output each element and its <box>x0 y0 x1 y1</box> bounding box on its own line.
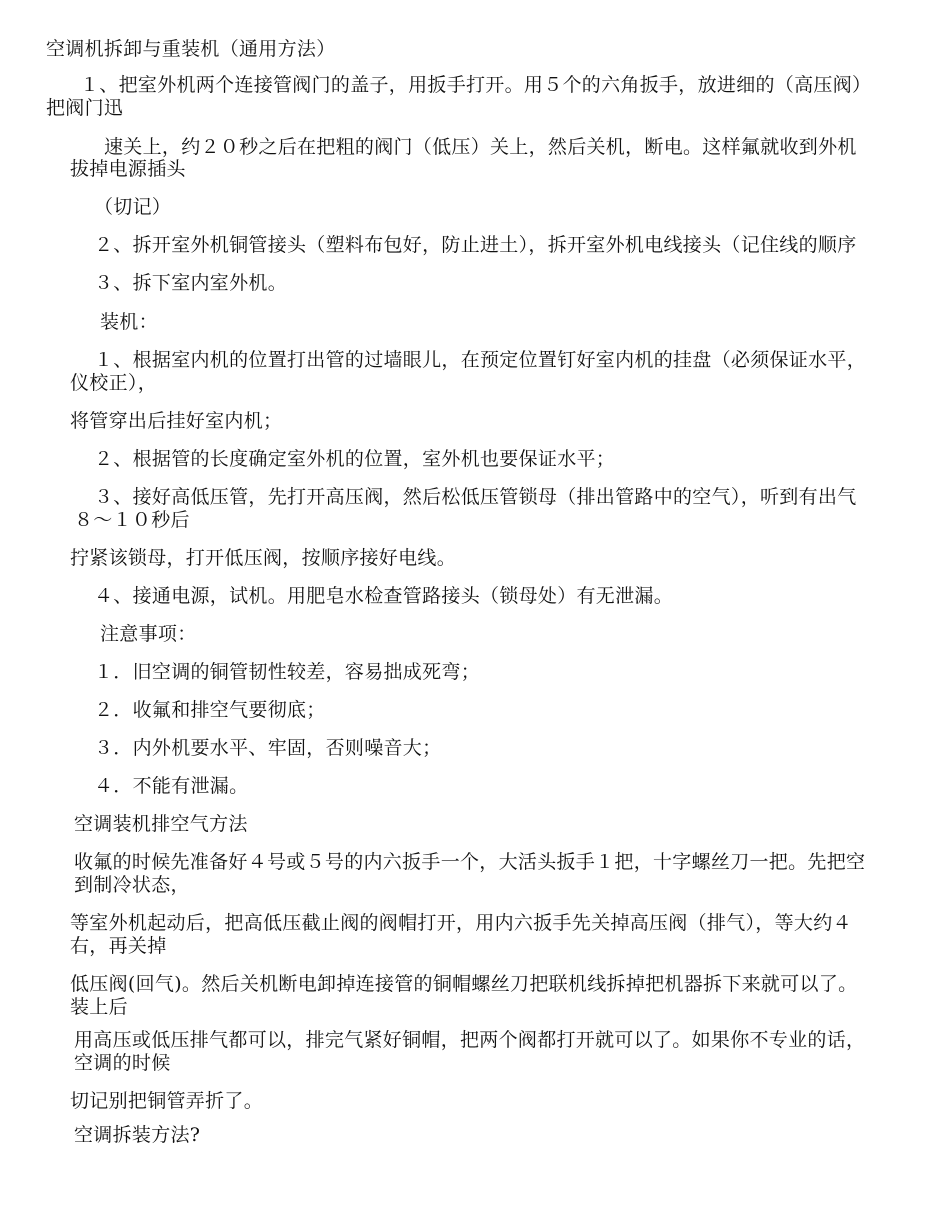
text-line: 将管穿出后挂好室内机； <box>70 410 283 432</box>
text-line: 拔掉电源插头 <box>70 158 186 180</box>
section-heading: 空调装机排空气方法 <box>74 813 248 835</box>
text-line: ２．收氟和排空气要彻底； <box>94 699 326 721</box>
text-line: ３、接好高低压管，先打开高压阀，然后松低压管锁母（排出管路中的空气），听到有出气 <box>94 486 857 508</box>
text-line: 装上后 <box>70 996 128 1018</box>
section-heading: 空调拆装方法? <box>74 1124 201 1146</box>
text-line: 仪校正）， <box>70 372 158 394</box>
section-heading: 装机： <box>100 311 158 333</box>
text-line: ２、根据管的长度确定室外机的位置，室外机也要保证水平； <box>94 448 616 470</box>
text-line: ２、拆开室外机铜管接头（塑料布包好，防止进土），拆开室外机电线接头（记住线的顺序 <box>94 234 857 256</box>
text-line: 把阀门迅 <box>46 97 124 119</box>
text-line: ４．不能有泄漏。 <box>94 775 249 797</box>
text-line: ３．内外机要水平、牢固，否则噪音大； <box>94 737 442 759</box>
text-line: ８～１０秒后 <box>74 509 190 531</box>
text-line: 拧紧该锁母，打开低压阀，按顺序接好电线。 <box>70 547 457 569</box>
text-line: 右，再关掉 <box>70 935 167 957</box>
text-line: 到制冷状态， <box>74 874 190 896</box>
document-title: 空调机拆卸与重装机（通用方法） <box>46 38 336 60</box>
text-line: １．旧空调的铜管韧性较差，容易拙成死弯； <box>94 661 481 683</box>
text-line: 速关上，约２０秒之后在把粗的阀门（低压）关上，然后关机，断电。这样氟就收到外机 <box>104 136 857 158</box>
text-line: ３、拆下室内室外机。 <box>94 272 288 294</box>
text-line: １、根据室内机的位置打出管的过墙眼儿，在预定位置钉好室内机的挂盘（必须保证水平， <box>94 349 867 371</box>
text-line: （切记） <box>94 196 172 218</box>
text-line: ４、接通电源，试机。用肥皂水检查管路接头（锁母处）有无泄漏。 <box>94 585 674 607</box>
text-line: 切记别把铜管弄折了。 <box>70 1090 264 1112</box>
section-heading: 注意事项： <box>100 623 197 645</box>
text-line: 等室外机起动后，把高低压截止阀的阀帽打开，用内六扳手先关掉高压阀（排气），等大约４ <box>70 912 852 934</box>
text-line: 空调的时候 <box>74 1052 171 1074</box>
text-line: 用高压或低压排气都可以，排完气紧好铜帽，把两个阀都打开就可以了。如果你不专业的话， <box>74 1029 866 1051</box>
text-line: １、把室外机两个连接管阀门的盖子，用扳手打开。用５个的六角扳手，放进细的（高压阀） <box>80 74 872 96</box>
text-line: 低压阀(回气)。然后关机断电卸掉连接管的铜帽螺丝刀把联机线拆掉把机器拆下来就可以了。 <box>70 973 858 995</box>
text-line: 收氟的时候先准备好４号或５号的内六扳手一个，大活头扳手１把，十字螺丝刀一把。先把空 <box>74 851 866 873</box>
